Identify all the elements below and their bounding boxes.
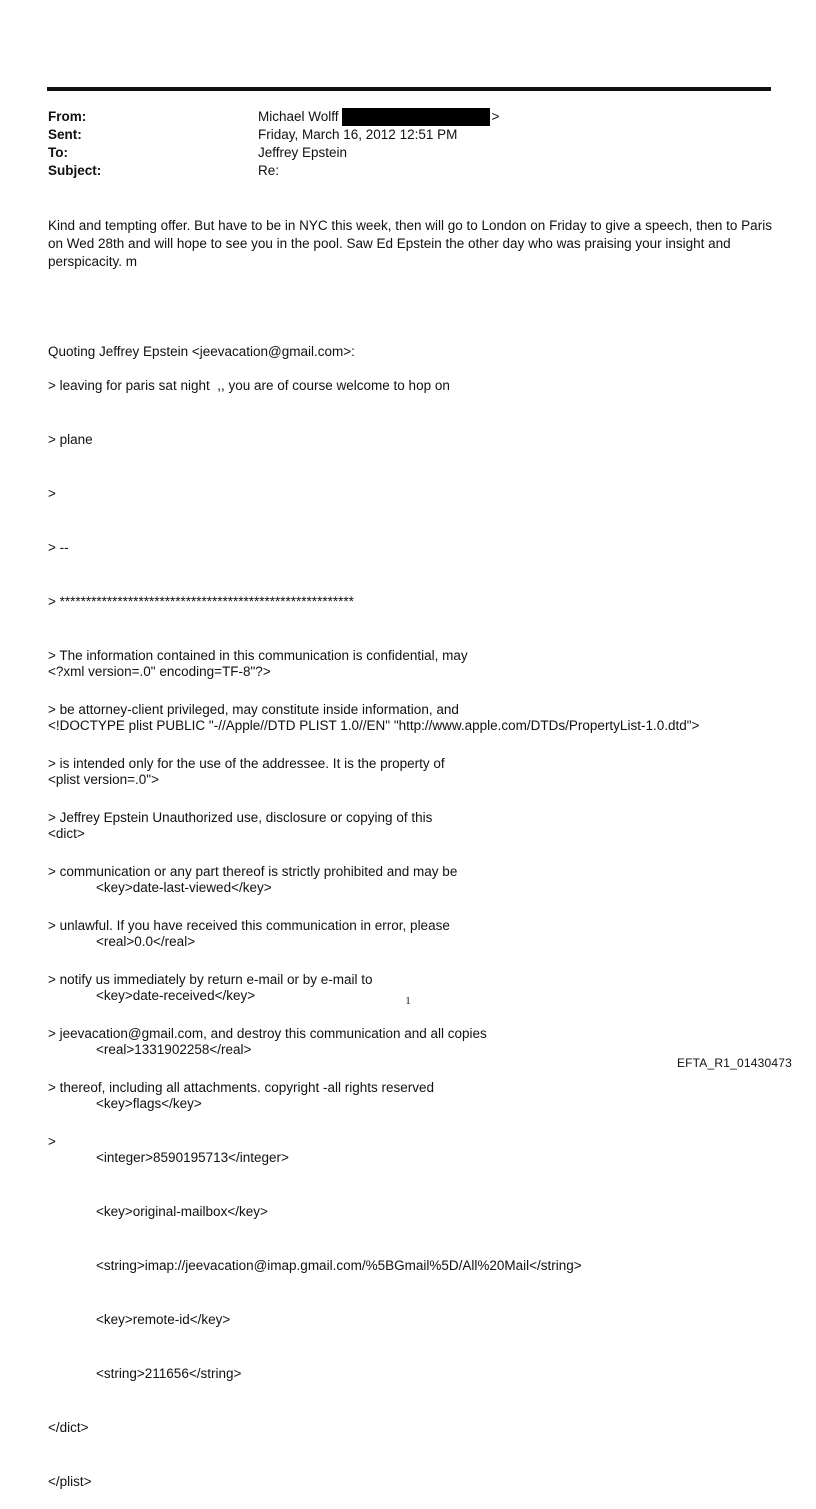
subject-label: Subject: (48, 163, 102, 178)
from-label: From: (48, 109, 87, 124)
plist-line: <string>imap://jeevacation@imap.gmail.com/%5BGmail%5D/All%20Mail</string> (96, 1258, 582, 1273)
redaction-block (342, 108, 490, 126)
from-name: Michael Wolff (258, 109, 339, 124)
plist-line: <key>date-received</key> (96, 988, 256, 1003)
quoted-line: > Jeffrey Epstein Unauthorized use, disclosure or copying of this (48, 810, 433, 825)
quoted-line: > unlawful. If you have received this communication in error, please (48, 918, 450, 933)
plist-line: <dict> (48, 826, 85, 841)
header-divider (47, 87, 771, 91)
plist-line: <real>1331902258</real> (96, 1042, 252, 1057)
quoted-line: > (48, 486, 56, 501)
plist-line: <?xml version=.0" encoding=TF-8"?> (48, 664, 271, 679)
plist-line: <key>flags</key> (96, 1096, 202, 1111)
plist-block (48, 627, 699, 1509)
plist-line: <key>date-last-viewed</key> (96, 880, 272, 895)
quoted-line: > (48, 1134, 56, 1149)
quoted-line: > -- (48, 540, 69, 555)
message-body: Kind and tempting offer. But have to be in NYC this week, then will go to London on Friday to give a speech, then to Paris on Wed 28th and will hope to see you in the pool. Saw Ed Epstein the other day who was praising your insight and perspicacity. m (48, 218, 772, 269)
bates-number: EFTA_R1_01430473 (676, 1056, 792, 1070)
from-suffix: > (491, 109, 500, 124)
quoting-text: Quoting Jeffrey Epstein <jeevacation@gmail.com>: (48, 344, 355, 359)
plist-line: <integer>8590195713</integer> (96, 1150, 289, 1165)
plist-line: </dict> (48, 1420, 89, 1435)
quoted-line: > communication or any part thereof is strictly prohibited and may be (48, 864, 458, 879)
quoted-line: > thereof, including all attachments. copyright -all rights reserved (48, 1080, 435, 1095)
page-number: 1 (405, 995, 411, 1007)
quoted-line: > The information contained in this communication is confidential, may (48, 648, 468, 663)
plist-line: </plist> (48, 1474, 92, 1489)
plist-line: <plist version=.0"> (48, 772, 159, 787)
quoted-line: > be attorney-client privileged, may constitute inside information, and (48, 702, 459, 717)
quoted-line: > jeevacation@gmail.com, and destroy this communication and all copies (48, 1026, 487, 1041)
to-value: Jeffrey Epstein (258, 145, 348, 160)
quoted-line: > ******************************************************** (48, 594, 354, 609)
sent-label: Sent: (48, 127, 82, 142)
plist-line: <!DOCTYPE plist PUBLIC "-//Apple//DTD PLIST 1.0//EN" "http://www.apple.com/DTDs/PropertyList-1.0.dtd"> (48, 718, 700, 733)
to-label: To: (48, 145, 68, 160)
plist-line: <key>original-mailbox</key> (96, 1204, 268, 1219)
quoted-line: > notify us immediately by return e-mail or by e-mail to (48, 972, 373, 987)
quoted-line: > leaving for paris sat night ,, you are of course welcome to hop on (48, 378, 450, 393)
sent-value: Friday, March 16, 2012 12:51 PM (258, 127, 458, 142)
plist-line: <string>211656</string> (96, 1366, 242, 1381)
from-value (258, 108, 499, 126)
quoted-line: > plane (48, 432, 93, 447)
quoted-line: > is intended only for the use of the addressee. It is the property of (48, 756, 445, 771)
subject-value: Re: (258, 163, 280, 178)
plist-line: <key>remote-id</key> (96, 1312, 231, 1327)
plist-line: <real>0.0</real> (96, 934, 196, 949)
